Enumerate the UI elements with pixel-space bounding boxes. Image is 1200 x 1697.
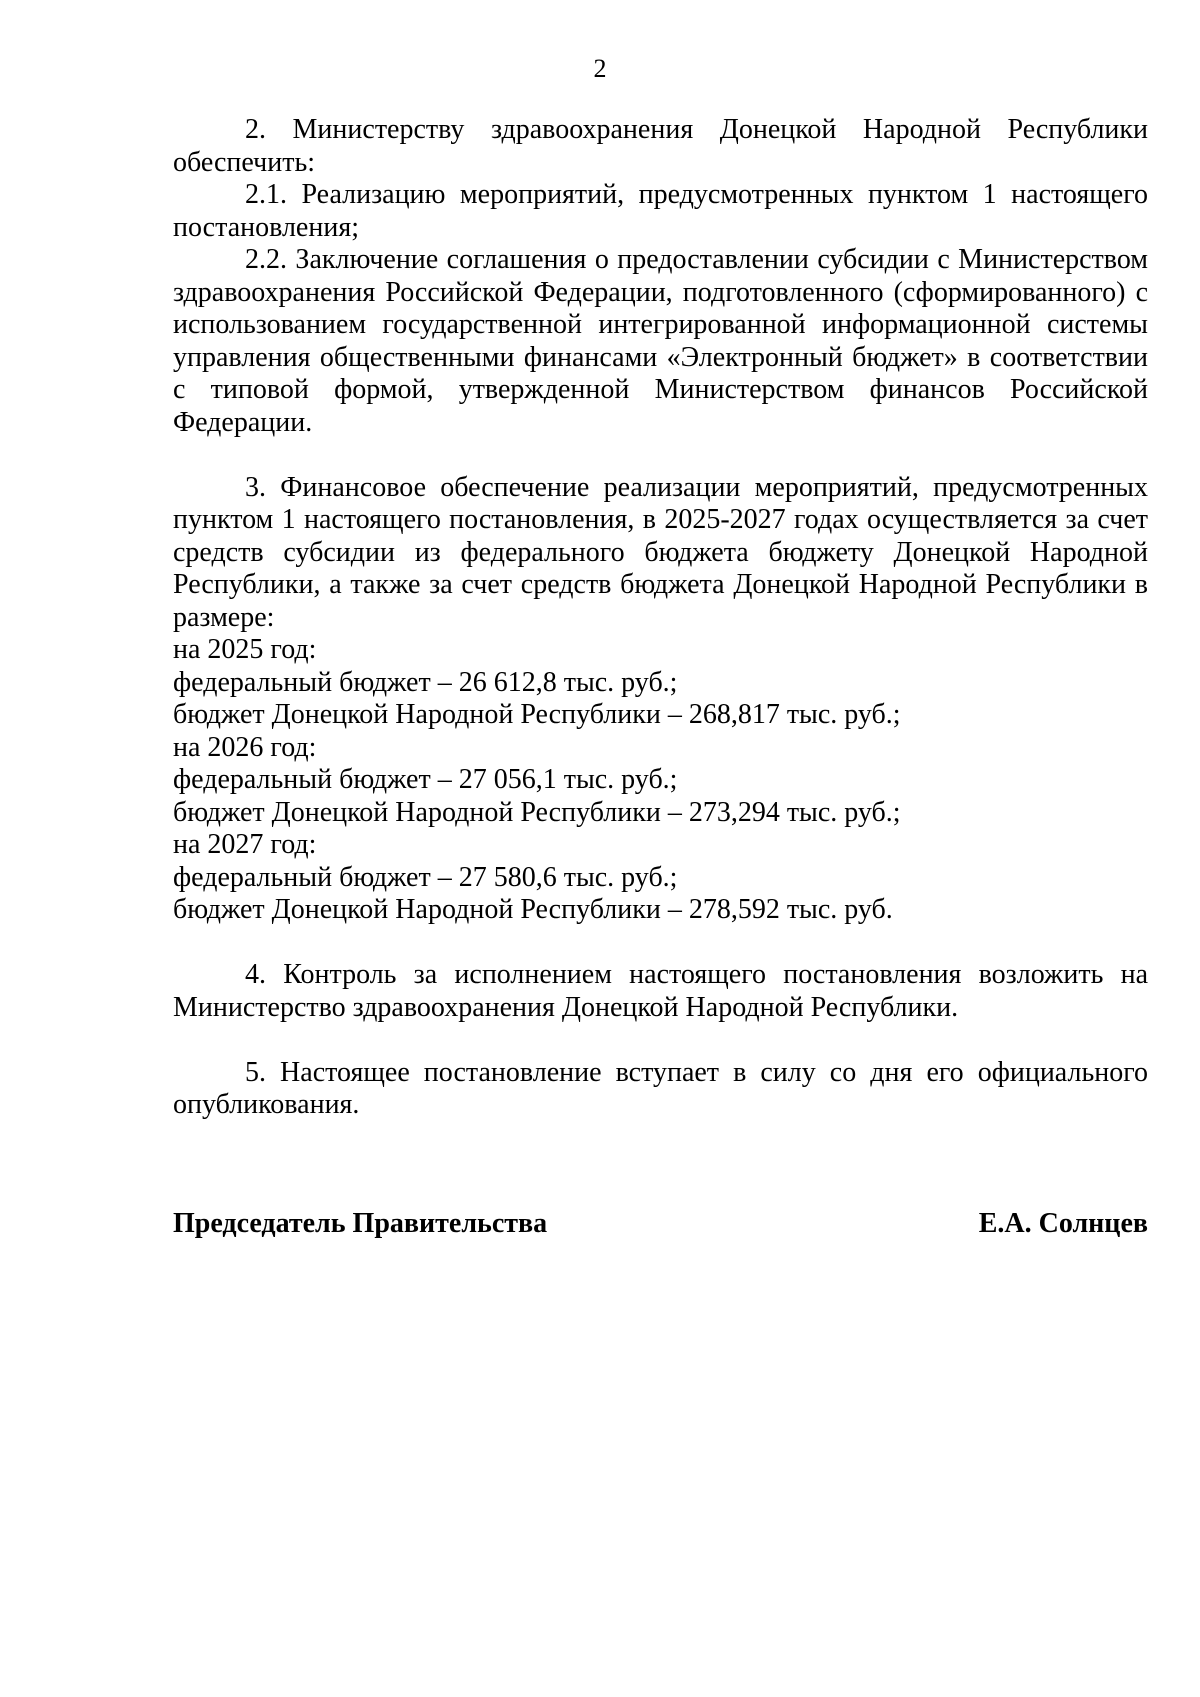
paragraph-5: 5. Настоящее постановление вступает в силу со дня его официального опубликования.	[173, 1056, 1148, 1120]
document-body	[173, 114, 1148, 1122]
paragraph-4: 4. Контроль за исполнением настоящего постановления возложить на Министерство здравоохранения Донецкой Народной Республики.	[173, 959, 1148, 1023]
paragraph-gap	[173, 927, 1148, 960]
funding-regional-2026: бюджет Донецкой Народной Республики – 273,294 тыс. руб.;	[173, 796, 901, 828]
funding-regional-2025: бюджет Донецкой Народной Республики – 268,817 тыс. руб.;	[173, 699, 901, 730]
funding-federal-2027: федеральный бюджет – 27 580,6 тыс. руб.;	[173, 861, 678, 893]
signatory-name: Е.А. Солнцев	[978, 1208, 1148, 1239]
funding-year-2025: на 2025 год:	[173, 634, 317, 665]
paragraph-2-1: 2.1. Реализацию мероприятий, предусмотренных пунктом 1 настоящего постановления;	[173, 179, 1148, 243]
funding-year-2027: на 2027 год:	[173, 829, 317, 860]
paragraph-3: 3. Финансовое обеспечение реализации мероприятий, предусмотренных пунктом 1 настоящего постановления, в 2025-2027 годах осуществляется за счет средств субсидии из федерального бюджета бюджету Донецкой Народной Республики, а также за счет средств бюджета Донецкой Народной Республики в размере:	[173, 471, 1148, 633]
funding-regional-2027: бюджет Донецкой Народной Республики – 278,592 тыс. руб.	[173, 894, 893, 925]
paragraph-2-2: 2.2. Заключение соглашения о предоставлении субсидии с Министерством здравоохранения Российской Федерации, подготовленного (сформированного) с использованием государственной интегрированной информационной системы управления общественными финансами «Электронный бюджет» в соответствии с типовой формой, утвержденной Министерством финансов Российской Федерации.	[173, 244, 1148, 438]
paragraph-2: 2. Министерству здравоохранения Донецкой Народной Республики обеспечить:	[173, 114, 1148, 178]
funding-federal-2026: федеральный бюджет – 27 056,1 тыс. руб.;	[173, 764, 678, 795]
funding-federal-2025: федеральный бюджет – 26 612,8 тыс. руб.;	[173, 666, 678, 698]
paragraph-gap	[173, 1024, 1148, 1057]
signatory-title: Председатель Правительства	[173, 1208, 548, 1239]
paragraph-gap	[173, 439, 1148, 472]
funding-year-2026: на 2026 год:	[173, 731, 317, 763]
signature-block	[173, 1208, 1148, 1240]
page-number: 2	[593, 54, 607, 83]
